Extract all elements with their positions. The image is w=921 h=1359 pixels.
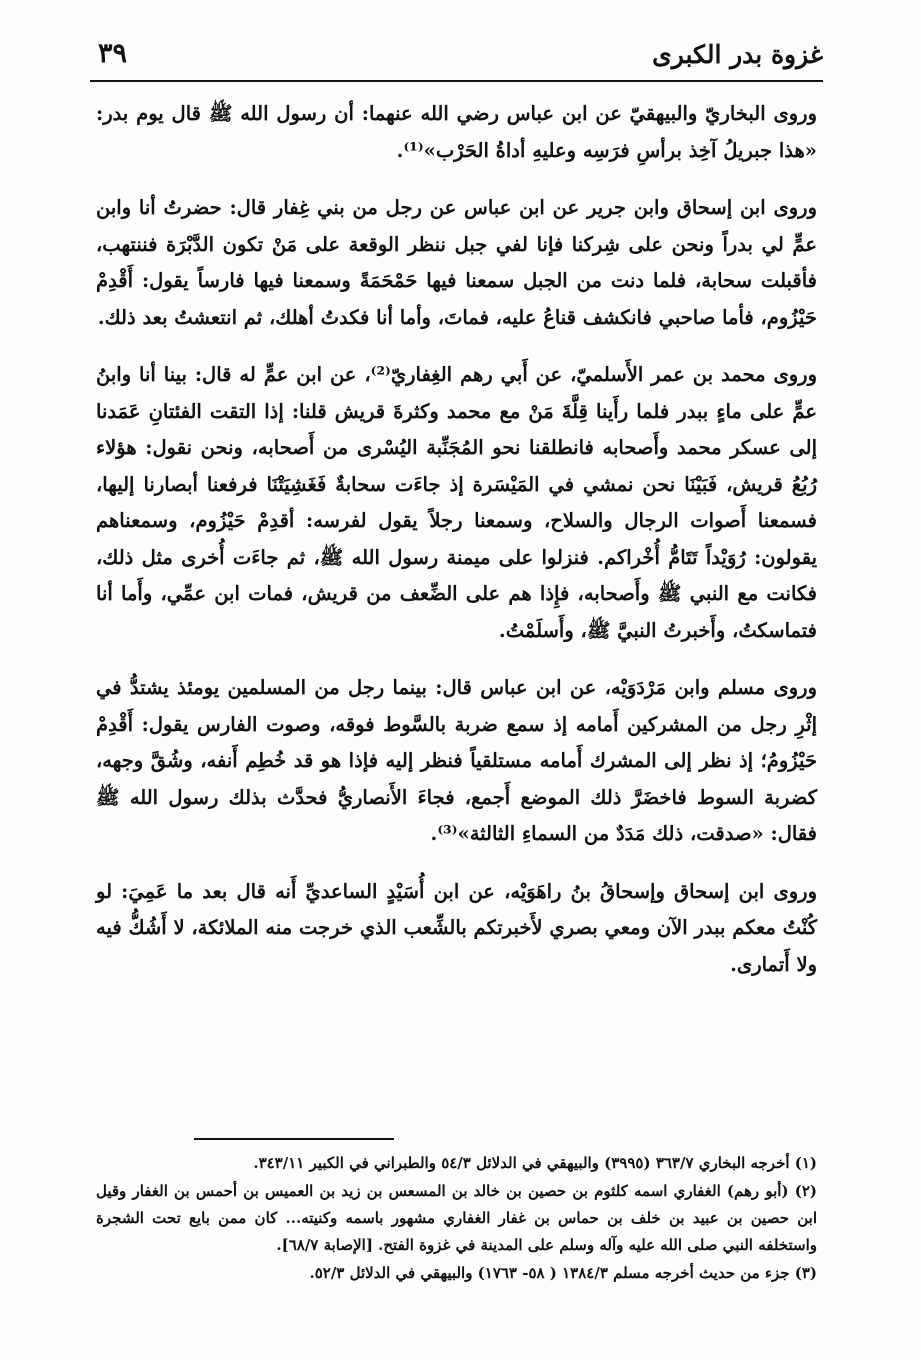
paragraph: وروى ابن إسحاق وإسحاقُ بنُ راهَوَيْه، عن ابن أُسَيْدٍ الساعديِّ أَنه قال بعد ما عَمِيَ: لو كُنْتُ معكم ببدر الآن ومعي بصري لأَخبرتكم بالشِّعب الذي خرجت منه الملائكة، لا أَشُكُّ فيه ولا أَتمارى. <box>96 879 817 976</box>
paragraph: وروى مسلم وابن مَرْدَوَيْه، عن ابن عباس قال: بينما رجل من المسلمين يومئذ يشتدُّ في إثْرِ رجل من المشركين أَمامه إذ سمع ضربة بالسَّوط فوقه، وصوت الفارس يقول: أَقْدِمْ حَيْزُومُ؛ إذ نظر إلى المشرك أَمامه مستلقياً فنظر إليه فإذا هو قد خُطِم أَنفه، وشُقَّ وجهه، كضربة السوط فاخضَرَّ ذلك الموضع أَجمع، فجاءَ الأَنصاريُّ فحدَّث بذلك رسول الله ﷺ فقال: «صدقت، ذلك مَدَدٌ من السماءِ الثالثة»⁽³⁾. <box>96 676 817 845</box>
chapter-title: غزوة بدر الكبرى <box>652 40 823 69</box>
page-number: ٣٩ <box>98 38 128 69</box>
running-header <box>90 38 823 80</box>
paragraph: وروى البخاريّ والبيهقيّ عن ابن عباس رضي الله عنهما: أن رسول الله ﷺ قال يوم بدر: «هذا جبريلُ آخِذ برأسِ فرَسِه وعليهِ أداةُ الحَرْب»⁽¹⁾. <box>96 102 817 162</box>
paragraph: وروى ابن إسحاق وابن جرير عن ابن عباس عن رجل من بني غِفار قال: حضرتُ أنا وابن عمٍّ لي بدراً ونحن على شِركنا فإنا لفي جبل ننظر الوقعة على مَنْ تكون الدَّبْرَة فننتهب، فأقبلت سحابة، فلما دنت من الجبل سمعنا فيها حَمْحَمَةً وسمعنا فيها فارساً يقول: أَقْدِمْ حَيْزُوم، فأما صاحبي فانكشف قناعُ عليه، فماتَ، وأما أنا فكدتُ أهلك، ثم انتعشتُ بعد ذلك. <box>96 196 817 329</box>
footnote: (٢) (أبو رهم) الغفاري اسمه كلثوم بن حصين بن خالد بن المسعس بن زيد بن العميس بن أحمس بن الغفار وقيل ابن حصين بن عبيد بن خلف بن حماس بن غفار الغفاري مشهور باسمه وكنيته... كان ممن بايع تحت الشجرة واستخلفه النبي صلى الله عليه وآله وسلم على المدينة في غزوة الفتح. [الإصابة ٦٨/٧]. <box>96 1182 817 1254</box>
main-text <box>96 96 817 1004</box>
header-divider <box>90 80 823 82</box>
footnotes <box>96 1150 817 1288</box>
footnote-divider <box>194 1138 394 1140</box>
paragraph: وروى محمد بن عمر الأَسلميّ، عن أَبي رهم الغِفاريّ⁽²⁾، عن ابن عمٍّ له قال: بينا أنا وابنُ عمٍّ على ماءٍ ببدر فلما رأَينا قِلَّةَ مَنْ مع محمد وكثرةَ قريش قلنا: إذا التقت الفئتانِ عَمَدنا إلى عسكر محمد وأَصحابه فانطلقنا نحو المُجَنِّبة اليُسْرى من أَصحابه، ونحن نقول: هؤلاء رُبُعُ قريش، فَبَيْنَا نحن نمشي في المَيْسَرة إذ جاءَت سحابةٌ فَغَشِيَتْنَا فرفعنا أبصارنا إليها، فسمعنا أَصوات الرجال والسلاح، وسمعنا رجلاً يقول لفرسه: أقدِمْ حَيْزُوم، وسمعناهم يقولون: رُوَيْداً تَتَامُّ أُخْراكم. فنزلوا على ميمنة رسول الله ﷺ، ثم جاءَت أُخرى مثل ذلك، فكانت مع النبي ﷺ وأَصحابه، فإِذا هم على الضِّعف من قريش، فمات ابن عمِّي، وأَما أنا فتماسكتُ، وأَخبرتُ النبيَّ ﷺ، وأَسلَمْتُ. <box>96 363 817 642</box>
footnote: (١) أخرجه البخاري ٣٦٣/٧ (٣٩٩٥) والبيهقي في الدلائل ٥٤/٣ والطبراني في الكبير ٣٤٣/١١. <box>253 1154 817 1172</box>
footnote: (٣) جزء من حديث أخرجه مسلم ١٣٨٤/٣ ( ٥٨- ١٧٦٣) والبيهقي في الدلائل ٥٢/٣. <box>309 1264 817 1282</box>
